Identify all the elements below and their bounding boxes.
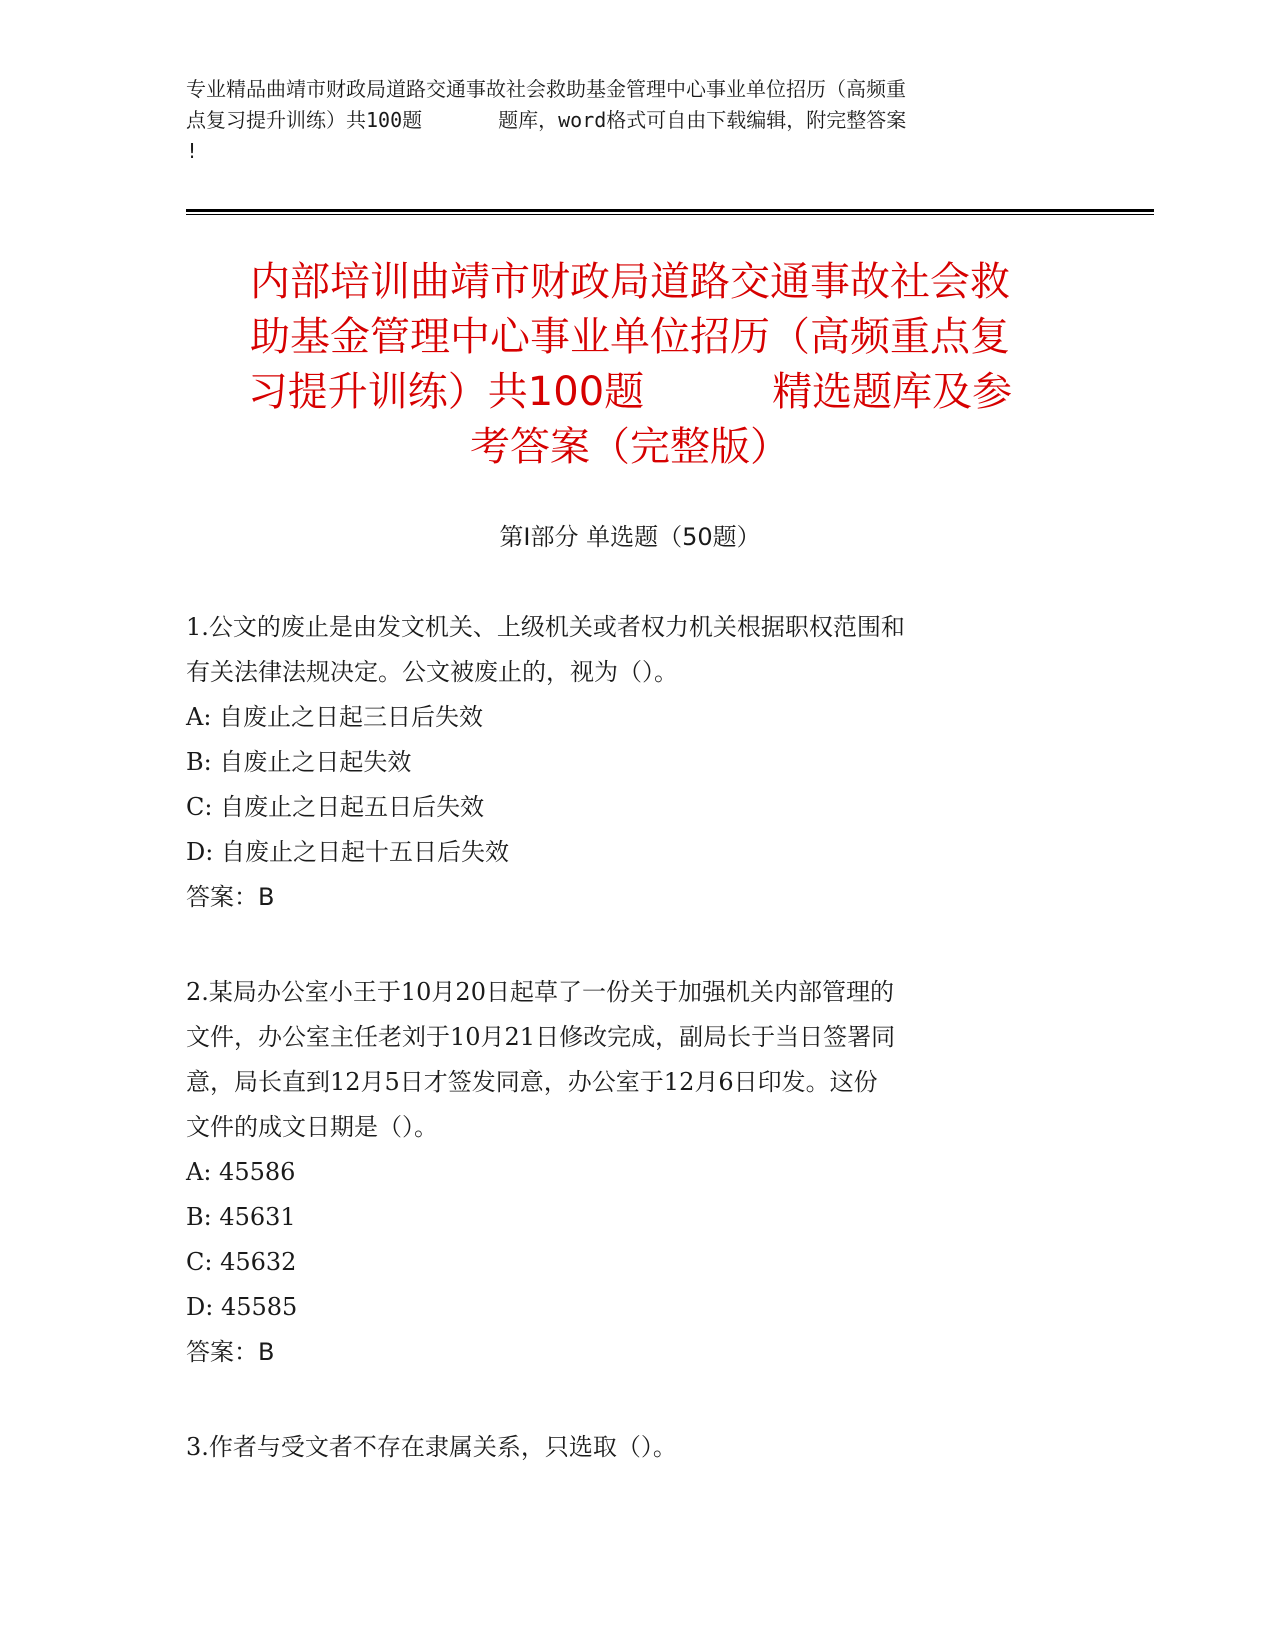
option-b: B: 自废止之日起失效	[186, 748, 412, 776]
header-divider-thin	[186, 214, 1154, 215]
title-line-3	[186, 365, 1074, 420]
question-stem	[186, 605, 1086, 695]
answer: 答案：B	[186, 883, 275, 911]
option-d: D: 自废止之日起十五日后失效	[186, 838, 509, 866]
question-1	[186, 605, 1086, 920]
question-2	[186, 970, 1086, 1375]
option-a: A: 45586	[186, 1158, 296, 1186]
question-stem-line: 文件的成文日期是（）。	[186, 1113, 438, 1141]
question-3	[186, 1425, 1086, 1470]
header-line-1: 专业精品曲靖市财政局道路交通事故社会救助基金管理中心事业单位招历（高频重	[186, 77, 906, 101]
answer: 答案：B	[186, 1338, 275, 1366]
header-line-3: !	[186, 139, 199, 163]
title-line-3-part-a: 习提升训练）共100题	[247, 369, 645, 415]
question-stem-line: 2.某局办公室小王于10月20日起草了一份关于加强机关内部管理的	[186, 978, 894, 1006]
question-stem-line: 1.公文的废止是由发文机关、上级机关或者权力机关根据职权范围和	[186, 613, 905, 641]
question-stem-line: 文件，办公室主任老刘于10月21日修改完成，副局长于当日签署同	[186, 1023, 896, 1051]
option-c: C: 自废止之日起五日后失效	[186, 793, 485, 821]
header-divider-thick	[186, 209, 1154, 212]
option-d: D: 45585	[186, 1293, 298, 1321]
header-line-2-part-a: 点复习提升训练）共100题	[186, 108, 423, 132]
option-a: A: 自废止之日起三日后失效	[186, 703, 484, 731]
header-line-2-part-b: 题库，word格式可自由下载编辑，附完整答案	[498, 108, 907, 132]
question-stem	[186, 970, 1086, 1150]
question-stem	[186, 1425, 1086, 1470]
question-stem-line: 3.作者与受文者不存在隶属关系，只选取（）。	[186, 1433, 677, 1461]
title-line-3-part-b: 精选题库及参	[772, 369, 1013, 415]
document-header-note	[186, 74, 1086, 167]
title-line-1: 内部培训曲靖市财政局道路交通事故社会救	[250, 259, 1010, 305]
option-b: B: 45631	[186, 1203, 296, 1231]
header-line-2	[186, 105, 1086, 136]
document-title	[186, 255, 1074, 475]
title-line-2: 助基金管理中心事业单位招历（高频重点复	[250, 314, 1010, 360]
question-stem-line: 意，局长直到12月5日才签发同意，办公室于12月6日印发。这份	[186, 1068, 878, 1096]
section-heading: 第Ⅰ部分 单选题（50题）	[499, 523, 761, 551]
question-stem-line: 有关法律法规决定。公文被废止的，视为（）。	[186, 658, 678, 686]
title-line-4: 考答案（完整版）	[470, 424, 790, 470]
option-c: C: 45632	[186, 1248, 297, 1276]
